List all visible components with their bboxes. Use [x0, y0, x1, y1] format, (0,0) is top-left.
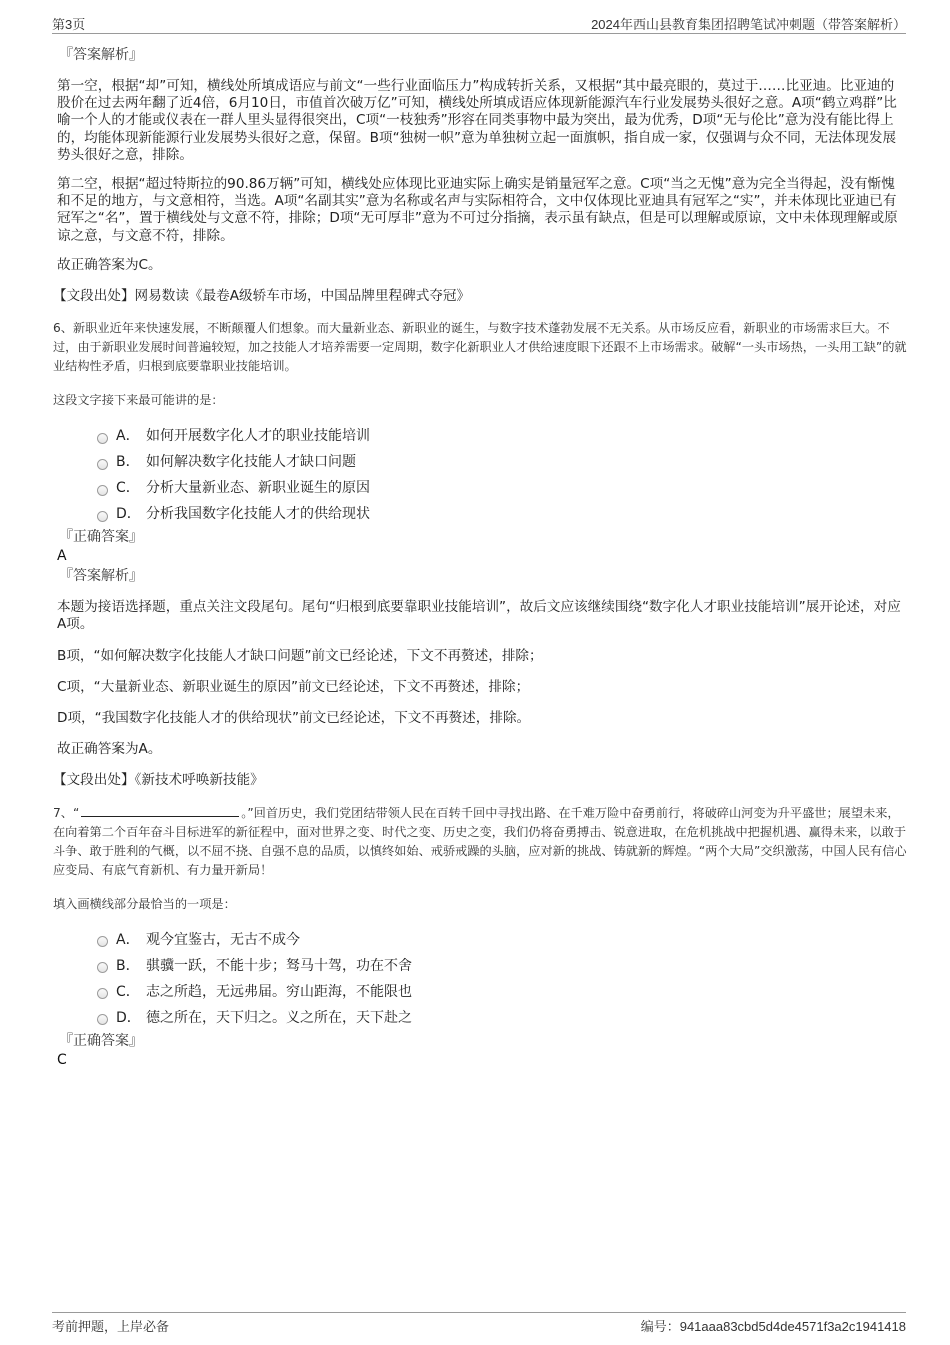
option-d[interactable]: D． 德之所在，天下归之。义之所在，天下赴之 [97, 1004, 907, 1030]
page-header [52, 14, 906, 34]
serial-number: 编号：941aaa83cbd5d4de4571f3a2c1941418 [640, 1319, 906, 1334]
source-citation: 【文段出处】《新技术呼唤新技能》 [53, 772, 264, 789]
analysis-paragraph: D项，“我国数字化技能人才的供给现状”前文已经论述，下文不再赘述，排除。 [57, 710, 531, 727]
option-c[interactable]: C． 志之所趋，无远弗届。穷山距海，不能限也 [97, 978, 907, 1004]
analysis-paragraph: 第二空，根据“超过特斯拉的90.86万辆”可知，横线处应体现比亚迪实际上确实是销量冠军之意。C项“当之无愧”意为完全当得起，没有惭愧和不足的地方，与文意相符，当选。A项“名副其实”意为名称或名声与实际相符合，文中仅体现比亚迪具有冠军之“实”，并未体现比亚迪已有冠军之“名”，置于横线处与文意不符，排除；D项“无可厚非”意为不可过分指摘，表示虽有缺点，但是可以理解或原谅，文中未体现理解或原谅之意，与文意不符，排除。 [57, 176, 898, 244]
answer-options [97, 422, 907, 526]
page-number: 第3页 [52, 17, 86, 32]
option-d[interactable]: D． 分析我国数字化技能人才的供给现状 [97, 500, 907, 526]
page-content [53, 46, 907, 1069]
radio-button[interactable] [97, 485, 108, 496]
question-prompt: 填入画横线部分最恰当的一项是： [53, 896, 236, 911]
conclusion: 故正确答案为A。 [57, 741, 162, 758]
analysis-label: 『答案解析』 [59, 47, 143, 63]
radio-button[interactable] [97, 1014, 108, 1025]
radio-button[interactable] [97, 988, 108, 999]
option-b[interactable]: B． 骐骥一跃，不能十步；驽马十驾，功在不舍 [97, 952, 907, 978]
document-title: 2024年西山县教育集团招聘笔试冲刺题（带答案解析） [591, 17, 906, 32]
question-stem: 6、新职业近年来快速发展，不断颠覆人们想象。而大量新业态、新职业的诞生，与数字技术蓬勃发展不无关系。从市场反应看，新职业的市场需求巨大。不过，由于新职业发展时间普遍较短，加之技能人才培养需要一定周期，数字化新职业人才供给速度眼下还跟不上市场需求。破解“一头市场热，一头用工缺”的就业结构性矛盾，归根到底要靠职业技能培训。 [53, 321, 907, 374]
fill-in-blank [81, 804, 239, 817]
radio-button[interactable] [97, 511, 108, 522]
radio-button[interactable] [97, 936, 108, 947]
question-stem: 7、“ 。”回首历史，我们党团结带领人民在百转千回中寻找出路、在千难万险中奋勇前行，将破碎山河变为升平盛世；展望未来，在向着第二个百年奋斗目标进军的新征程中，面对世界之变、时代之变、历史之变，我们仍将奋勇搏击、锐意进取，在危机挑战中把握机遇、赢得未来，以敢于斗争、敢于胜利的气概，以不屈不挠、自强不息的品质，以慎终如始、戒骄戒躁的头脑，应对新的挑战、铸就新的辉煌。“两个大局”交织激荡，中国人民有信心应变局、有底气育新机、有力量开新局！ [53, 805, 907, 877]
footer-slogan: 考前押题，上岸必备 [52, 1319, 170, 1334]
analysis-paragraph: C项，“大量新业态、新职业诞生的原因”前文已经论述，下文不再赘述，排除； [57, 678, 530, 695]
radio-button[interactable] [97, 433, 108, 444]
analysis-paragraph: B项，“如何解决数字化技能人才缺口问题”前文已经论述，下文不再赘述，排除； [57, 647, 543, 664]
correct-answer: C [57, 1051, 67, 1068]
question-prompt: 这段文字接下来最可能讲的是： [53, 393, 224, 408]
correct-answer-label: 『正确答案』 [59, 1032, 143, 1049]
analysis-paragraph: 本题为接语选择题，重点关注文段尾句。尾句“归根到底要靠职业技能培训”，故后文应该继续围绕“数字化人才职业技能培训”展开论述，对应A项。 [57, 599, 901, 633]
answer-options [97, 926, 907, 1030]
option-b[interactable]: B． 如何解决数字化技能人才缺口问题 [97, 448, 907, 474]
analysis-paragraph: 第一空，根据“却”可知，横线处所填成语应与前文“一些行业面临压力”构成转折关系，又根据“其中最亮眼的，莫过于……比亚迪。比亚迪的股价在过去两年翻了近4倍，6月10日，市值首次破万亿”可知，横线处所填成语应体现新能源汽车行业发展势头很好之意。A项“鹤立鸡群”比喻一个人的才能或仪表在一群人里头显得很突出，C项“一枝独秀”形容在同类事物中最为突出，最为优秀，D项“无与伦比”意为没有能比得上的，均能体现新能源行业发展势头很好之意，保留。B项“独树一帜”意为单独树立起一面旗帜，指自成一家，仅强调与众不同，无法体现发展势头很好之意，排除。 [57, 78, 897, 163]
correct-answer: A [57, 548, 67, 565]
analysis-label: 『答案解析』 [59, 568, 143, 585]
option-a[interactable]: A． 如何开展数字化人才的职业技能培训 [97, 422, 907, 448]
page-footer [52, 1312, 906, 1335]
option-c[interactable]: C． 分析大量新业态、新职业诞生的原因 [97, 474, 907, 500]
radio-button[interactable] [97, 459, 108, 470]
radio-button[interactable] [97, 962, 108, 973]
correct-answer-label: 『正确答案』 [59, 529, 143, 546]
conclusion: 故正确答案为C。 [57, 256, 162, 273]
source-citation: 【文段出处】网易数读《最卷A级轿车市场，中国品牌里程碑式夺冠》 [53, 288, 471, 305]
option-a[interactable]: A． 观今宜鉴古，无古不成今 [97, 926, 907, 952]
